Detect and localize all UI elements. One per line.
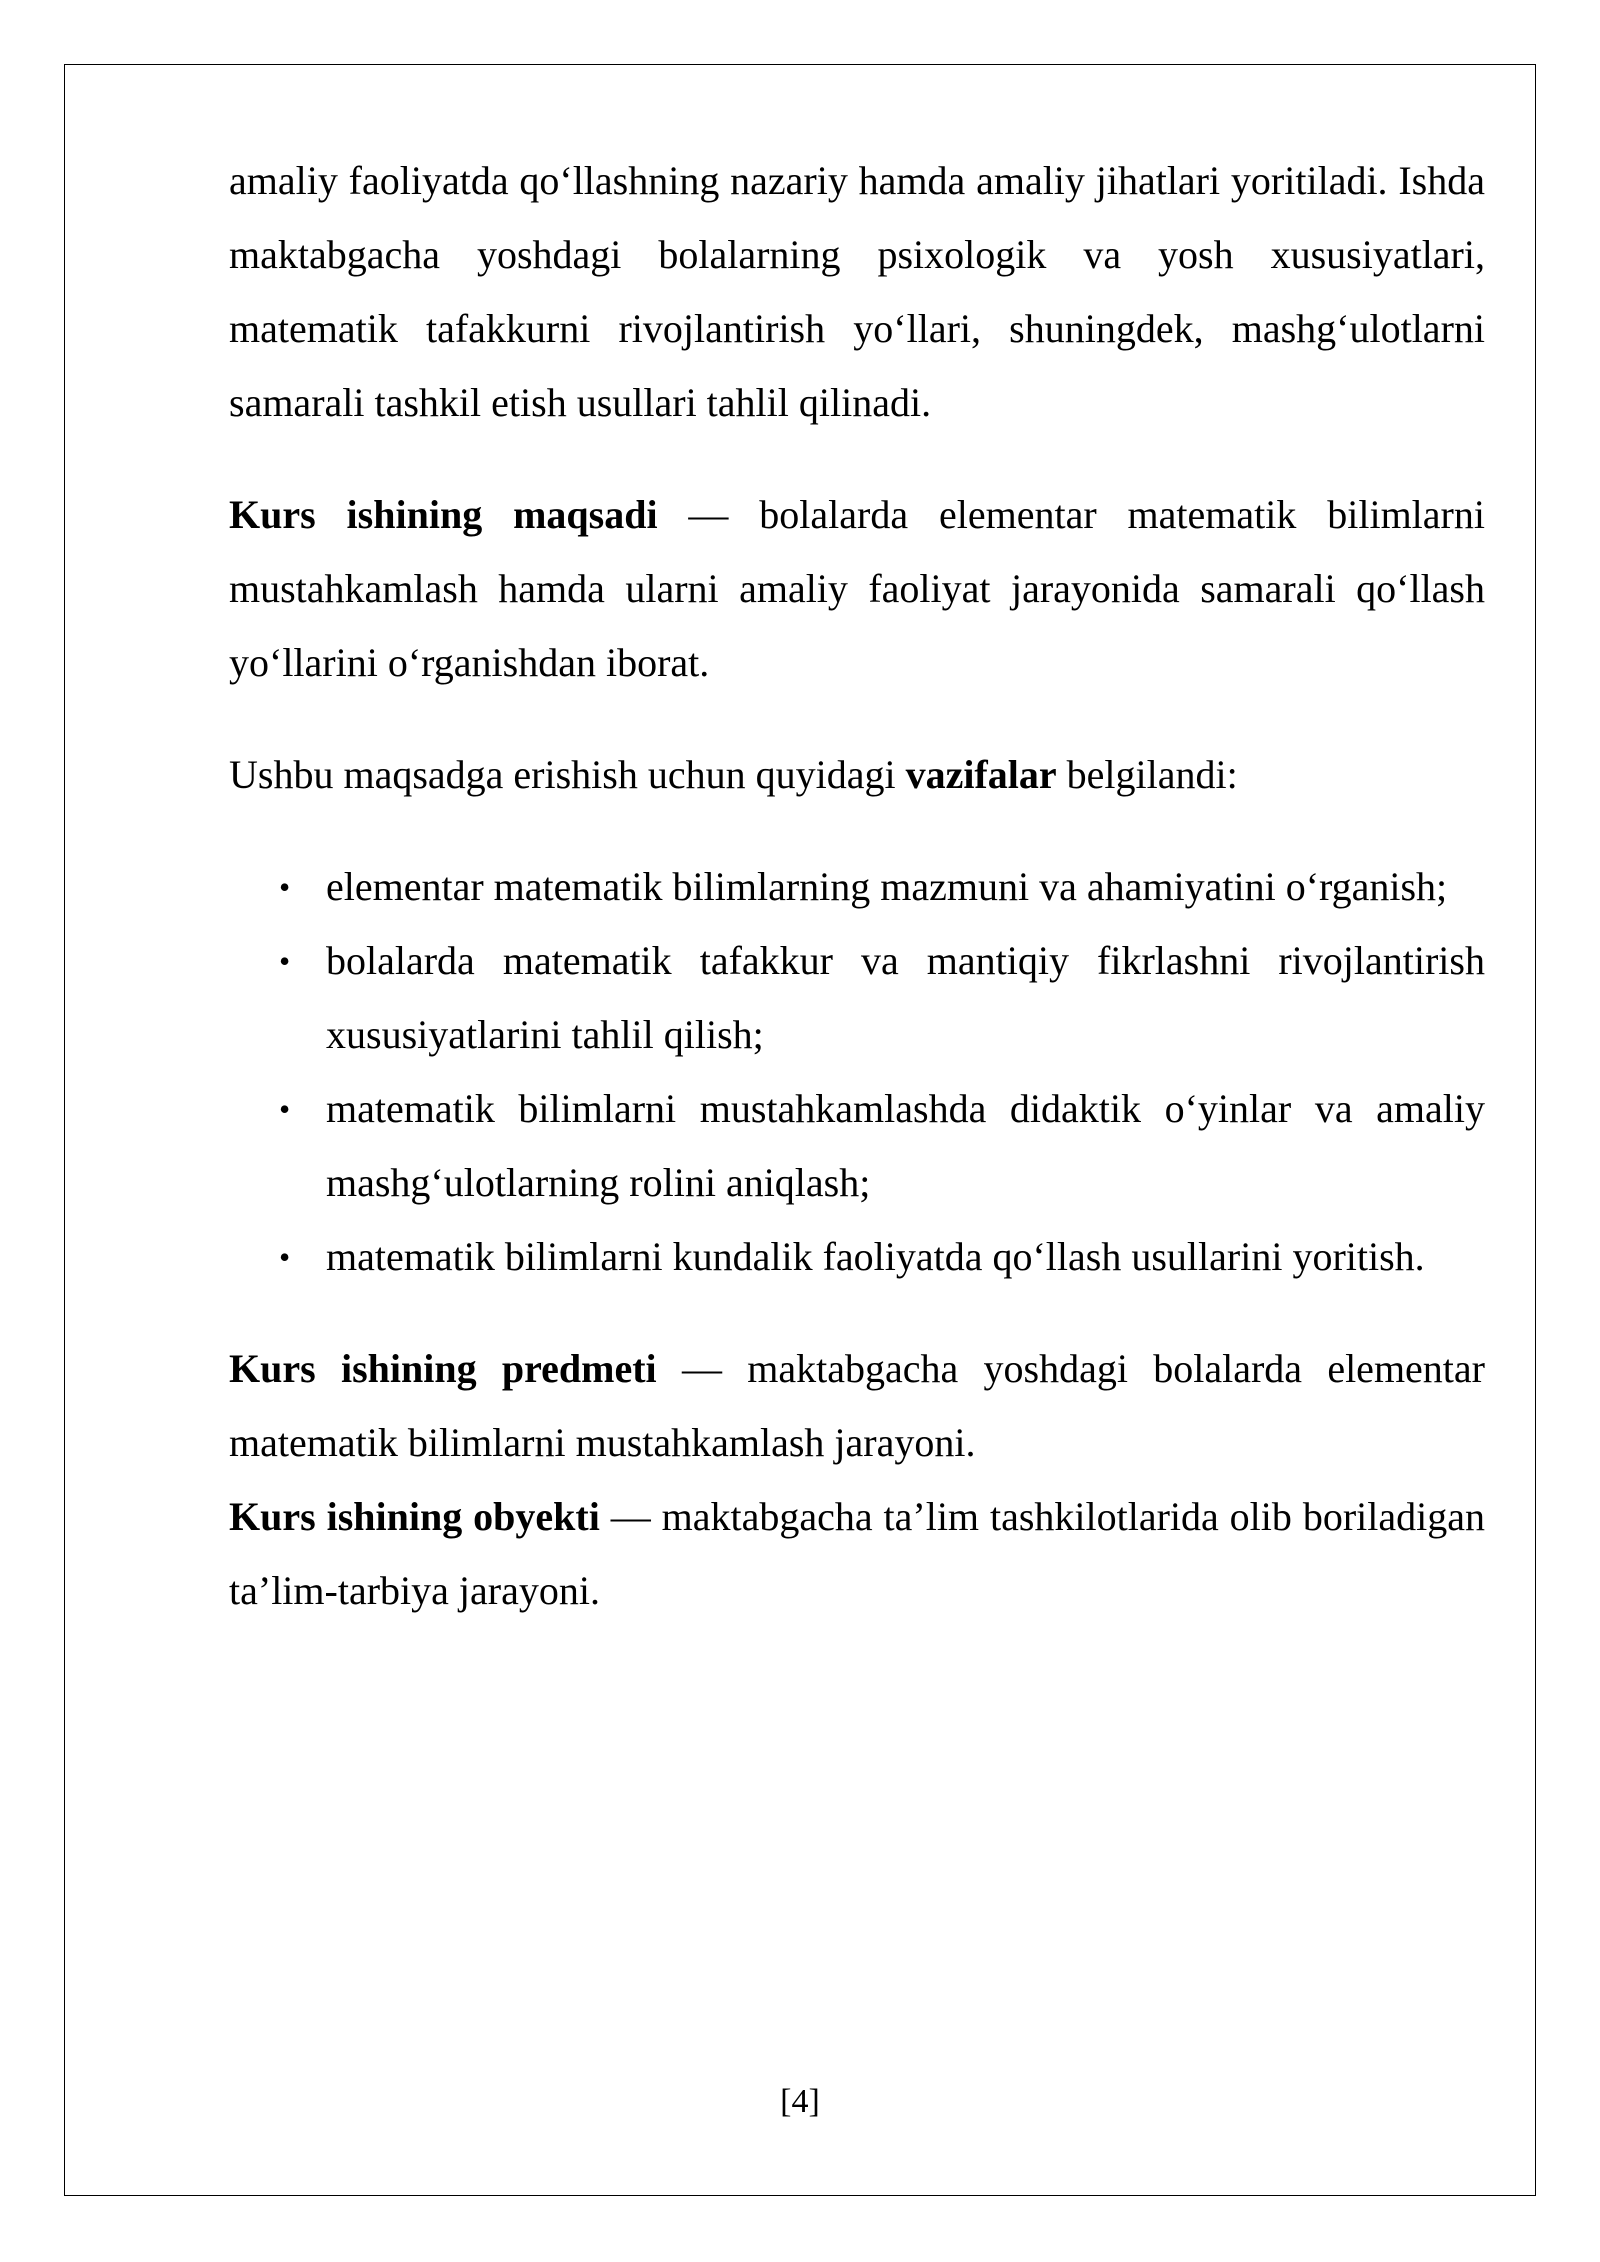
bullet-icon: • bbox=[279, 1239, 291, 1275]
task-text: matematik bilimlarni mustahkamlashda didaktik o‘yinlar va amaliy mashg‘ulotlarning rolini aniqlash; bbox=[326, 1086, 1485, 1205]
subject-object-paragraph bbox=[229, 1332, 1485, 1628]
object-text: — maktabgacha ta’lim tashkilotlarida olib boriladigan ta’lim-tarbiya jarayoni. bbox=[229, 1494, 1485, 1613]
task-text: bolalarda matematik tafakkur va mantiqiy fikrlashni rivojlantirish xususiyatlarini tahlil qilish; bbox=[326, 938, 1485, 1057]
tasks-intro-after: belgilandi: bbox=[1056, 752, 1238, 797]
page-number: [4] bbox=[780, 2083, 820, 2120]
document-body bbox=[229, 144, 1485, 1628]
bullet-icon: • bbox=[279, 943, 291, 979]
list-item bbox=[229, 1220, 1485, 1294]
intro-paragraph: amaliy faoliyatda qo‘llashning nazariy hamda amaliy jihatlari yoritiladi. Ishda maktabgacha yoshdagi bolalarning psixologik va yosh xususiyatlari, matematik tafakkurni rivojlantirish yo‘llari, shuningdek, mashg‘ulotlarni samarali tashkil etish usullari tahlil qilinadi. bbox=[229, 158, 1485, 425]
task-text: elementar matematik bilimlarning mazmuni va ahamiyatini o‘rganish; bbox=[326, 864, 1448, 909]
tasks-list bbox=[229, 850, 1485, 1294]
subject-text: — maktabgacha yoshdagi bolalarda elementar matematik bilimlarni mustahkamlash jarayoni. bbox=[229, 1346, 1485, 1465]
goal-term: Kurs ishining maqsadi bbox=[229, 492, 658, 537]
tasks-intro-paragraph bbox=[229, 738, 1485, 812]
tasks-term: vazifalar bbox=[905, 752, 1057, 797]
subject-term: Kurs ishining predmeti bbox=[229, 1346, 657, 1391]
list-item bbox=[229, 924, 1485, 1072]
goal-text: — bolalarda elementar matematik bilimlarni mustahkamlash hamda ularni amaliy faoliyat jarayonida samarali qo‘llash yo‘llarini o‘rganishdan iborat. bbox=[229, 492, 1485, 685]
bullet-icon: • bbox=[279, 1091, 291, 1127]
object-term: Kurs ishining obyekti bbox=[229, 1494, 600, 1539]
bullet-icon: • bbox=[279, 869, 291, 905]
task-text: matematik bilimlarni kundalik faoliyatda qo‘llash usullarini yoritish. bbox=[326, 1234, 1425, 1279]
goal-paragraph bbox=[229, 478, 1485, 700]
tasks-intro-before: Ushbu maqsadga erishish uchun quyidagi bbox=[229, 752, 906, 797]
list-item bbox=[229, 850, 1485, 924]
list-item bbox=[229, 1072, 1485, 1220]
